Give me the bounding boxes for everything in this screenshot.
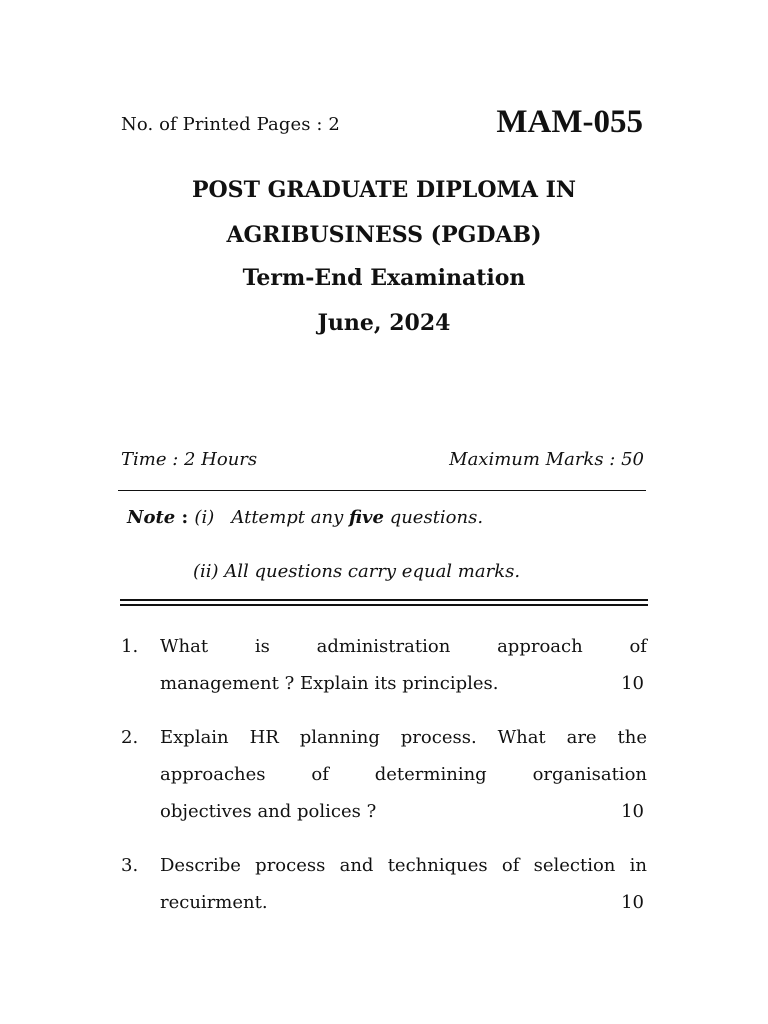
note-line-1 — [127, 507, 483, 528]
question-2-line-2 — [160, 764, 647, 785]
question-3-marks: 10 — [621, 892, 644, 913]
word: What — [160, 636, 209, 657]
note-item1-pre: Attempt any — [231, 507, 349, 528]
note-line-2: (ii) All questions carry equal marks. — [193, 561, 521, 582]
question-2 — [121, 727, 647, 837]
exam-info-row — [121, 449, 644, 470]
double-divider — [120, 599, 648, 606]
word: administration — [316, 636, 451, 657]
question-number: 2. — [121, 727, 139, 748]
maximum-marks: Maximum Marks : 50 — [449, 449, 644, 470]
question-3-line-1: Describe process and techniques of selection in — [160, 855, 647, 876]
question-1-marks: 10 — [621, 673, 644, 694]
divider — [118, 490, 646, 491]
note-label: Note — [127, 507, 176, 528]
exam-session: June, 2024 — [317, 310, 451, 336]
word: is — [254, 636, 270, 657]
time-allowed: Time : 2 Hours — [121, 449, 258, 470]
word: of — [311, 764, 329, 785]
word: of — [629, 636, 647, 657]
word: approaches — [160, 764, 266, 785]
note-colon: : — [175, 507, 195, 528]
question-1-line-2: management ? Explain its principles. — [160, 673, 499, 694]
question-2-line-1: Explain HR planning process. What are the — [160, 727, 647, 748]
question-1-line-1 — [160, 636, 647, 657]
question-1 — [121, 636, 647, 706]
printed-pages-count: No. of Printed Pages : 2 — [121, 114, 340, 135]
title-line-1: POST GRADUATE DIPLOMA IN — [191, 177, 577, 203]
exam-type: Term-End Examination — [242, 265, 526, 291]
question-3 — [121, 855, 647, 925]
course-code: MAM-055 — [496, 104, 643, 140]
word: determining — [374, 764, 487, 785]
question-2-line-3: objectives and polices ? — [160, 801, 377, 822]
word: approach — [497, 636, 583, 657]
question-number: 1. — [121, 636, 139, 657]
question-2-marks: 10 — [621, 801, 644, 822]
question-3-line-2: recuirment. — [160, 892, 268, 913]
word: organisation — [532, 764, 647, 785]
note-item1-bold: five — [348, 507, 384, 528]
note-item1-post: questions. — [383, 507, 484, 528]
title-line-2: AGRIBUSINESS (PGDAB) — [226, 222, 542, 248]
question-number: 3. — [121, 855, 139, 876]
note-item1-number: (i) — [194, 507, 215, 528]
